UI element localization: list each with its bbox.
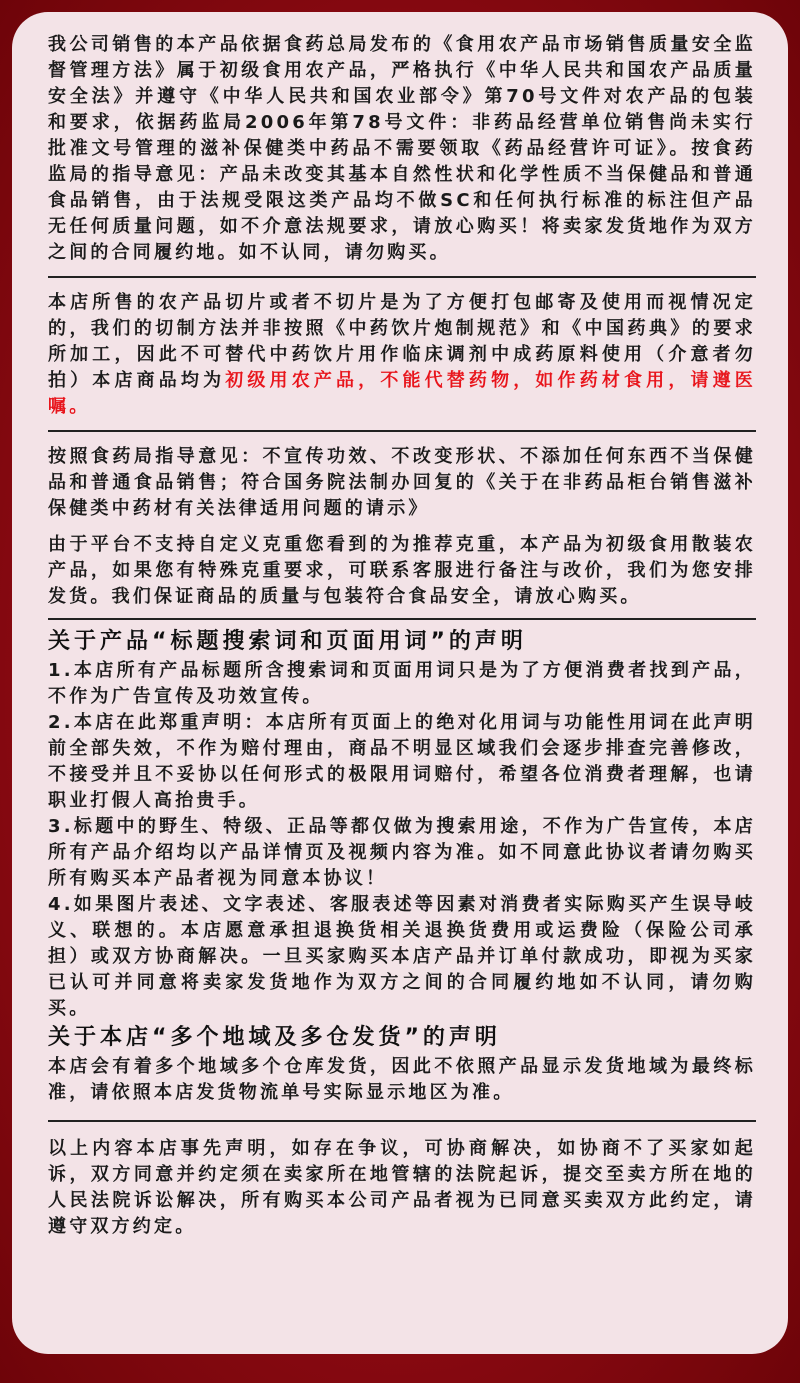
- divider: [48, 1120, 756, 1122]
- divider: [48, 430, 756, 432]
- keywords-item-3: 3.标题中的野生、特级、正品等都仅做为搜索用途，不作为广告宣传，本店所有产品介绍均以产品详情页及视频内容为准。如不同意此协议者请勿购买所有购买本产品者视为同意本协议！: [48, 816, 756, 889]
- keywords-item-1: 1.本店所有产品标题所含搜索词和页面用词只是为了方便消费者找到产品，不作为广告宣传及功效宣传。: [48, 660, 756, 707]
- multi-warehouse-paragraph: 本店会有着多个地域多个仓库发货，因此不依照产品显示发货地域为最终标准，请依照本店发货物流单号实际显示地区为准。: [48, 1056, 756, 1103]
- disclaimer-card: [12, 12, 788, 1354]
- multi-warehouse-heading: 关于本店“多个地域及多仓发货”的声明: [48, 1025, 501, 1050]
- warning-text: 初级用农产品，不能代替药物，如作药材食用，请遵医嘱。: [48, 370, 756, 417]
- keywords-item-2: 2.本店在此郑重声明：本店所有页面上的绝对化用词与功能性用词在此声明前全部失效，不作为赔付理由，商品不明显区域我们会逐步排查完善修改，不接受并且不妥协以任何形式的极限用词赔付，希望各位消费者理解，也请职业打假人高抬贵手。: [48, 712, 756, 811]
- title-keywords-heading: 关于产品“标题搜索词和页面用词”的声明: [48, 629, 527, 654]
- divider: [48, 276, 756, 278]
- divider: [48, 618, 756, 620]
- keywords-item-4: 4.如果图片表述、文字表述、客服表述等因素对消费者实际购买产生误导岐义、联想的。本店愿意承担退换货相关退换货费用或运费险（保险公司承担）或双方协商解决。一旦买家购买本店产品并订单付款成功，即视为买家已认可并同意将卖家发货地作为双方之间的合同履约地如不认同，请勿购买。: [48, 894, 756, 1019]
- weight-paragraph: 由于平台不支持自定义克重您看到的为推荐克重，本产品为初级食用散装农产品，如果您有特殊克重要求，可联系客服进行备注与改价，我们为您安排发货。我们保证商品的质量与包装符合食品安全，请放心购买。: [48, 534, 756, 607]
- slicing-text: 本店所售的农产品切片或者不切片是为了方便打包邮寄及使用而视情况定的，我们的切制方法并非按照《中药饮片炮制规范》和《中国药典》的要求所加工，因此不可替代中药饮片用作临床调剂中成药原料使用（介意者勿拍）本店商品均为: [48, 292, 756, 391]
- legal-basis-paragraph: 我公司销售的本产品依据食药总局发布的《食用农产品市场销售质量安全监督管理方法》属于初级食用农产品，严格执行《中华人民共和国农产品质量安全法》并遵守《中华人民共和国农业部令》第70号文件对农产品的包装和要求，依据药监局2006年第78号文件：非药品经营单位销售尚未实行批准文号管理的滋补保健类中药品不需要领取《药品经营许可证》。按食药监局的指导意见：产品未改变其基本自然性状和化学性质不当保健品和普通食品销售，由于法规受限这类产品均不做SC和任何执行标准的标注但产品无任何质量问题，如不介意法规要求，请放心购买！将卖家发货地作为双方之间的合同履约地。如不认同，请勿购买。: [48, 34, 756, 263]
- guidance-paragraph: 按照食药局指导意见：不宣传功效、不改变形状、不添加任何东西不当保健品和普通食品销售；符合国务院法制办回复的《关于在非药品柜台销售滋补保健类中药材有关法律适用问题的请示》: [48, 446, 756, 519]
- slicing-paragraph: [48, 290, 756, 420]
- dispute-paragraph: 以上内容本店事先声明，如存在争议，可协商解决，如协商不了买家如起诉，双方同意并约定须在卖家所在地管辖的法院起诉，提交至卖方所在地的人民法院诉讼解决，所有购买本公司产品者视为已同意买卖双方此约定，请遵守双方约定。: [48, 1138, 756, 1237]
